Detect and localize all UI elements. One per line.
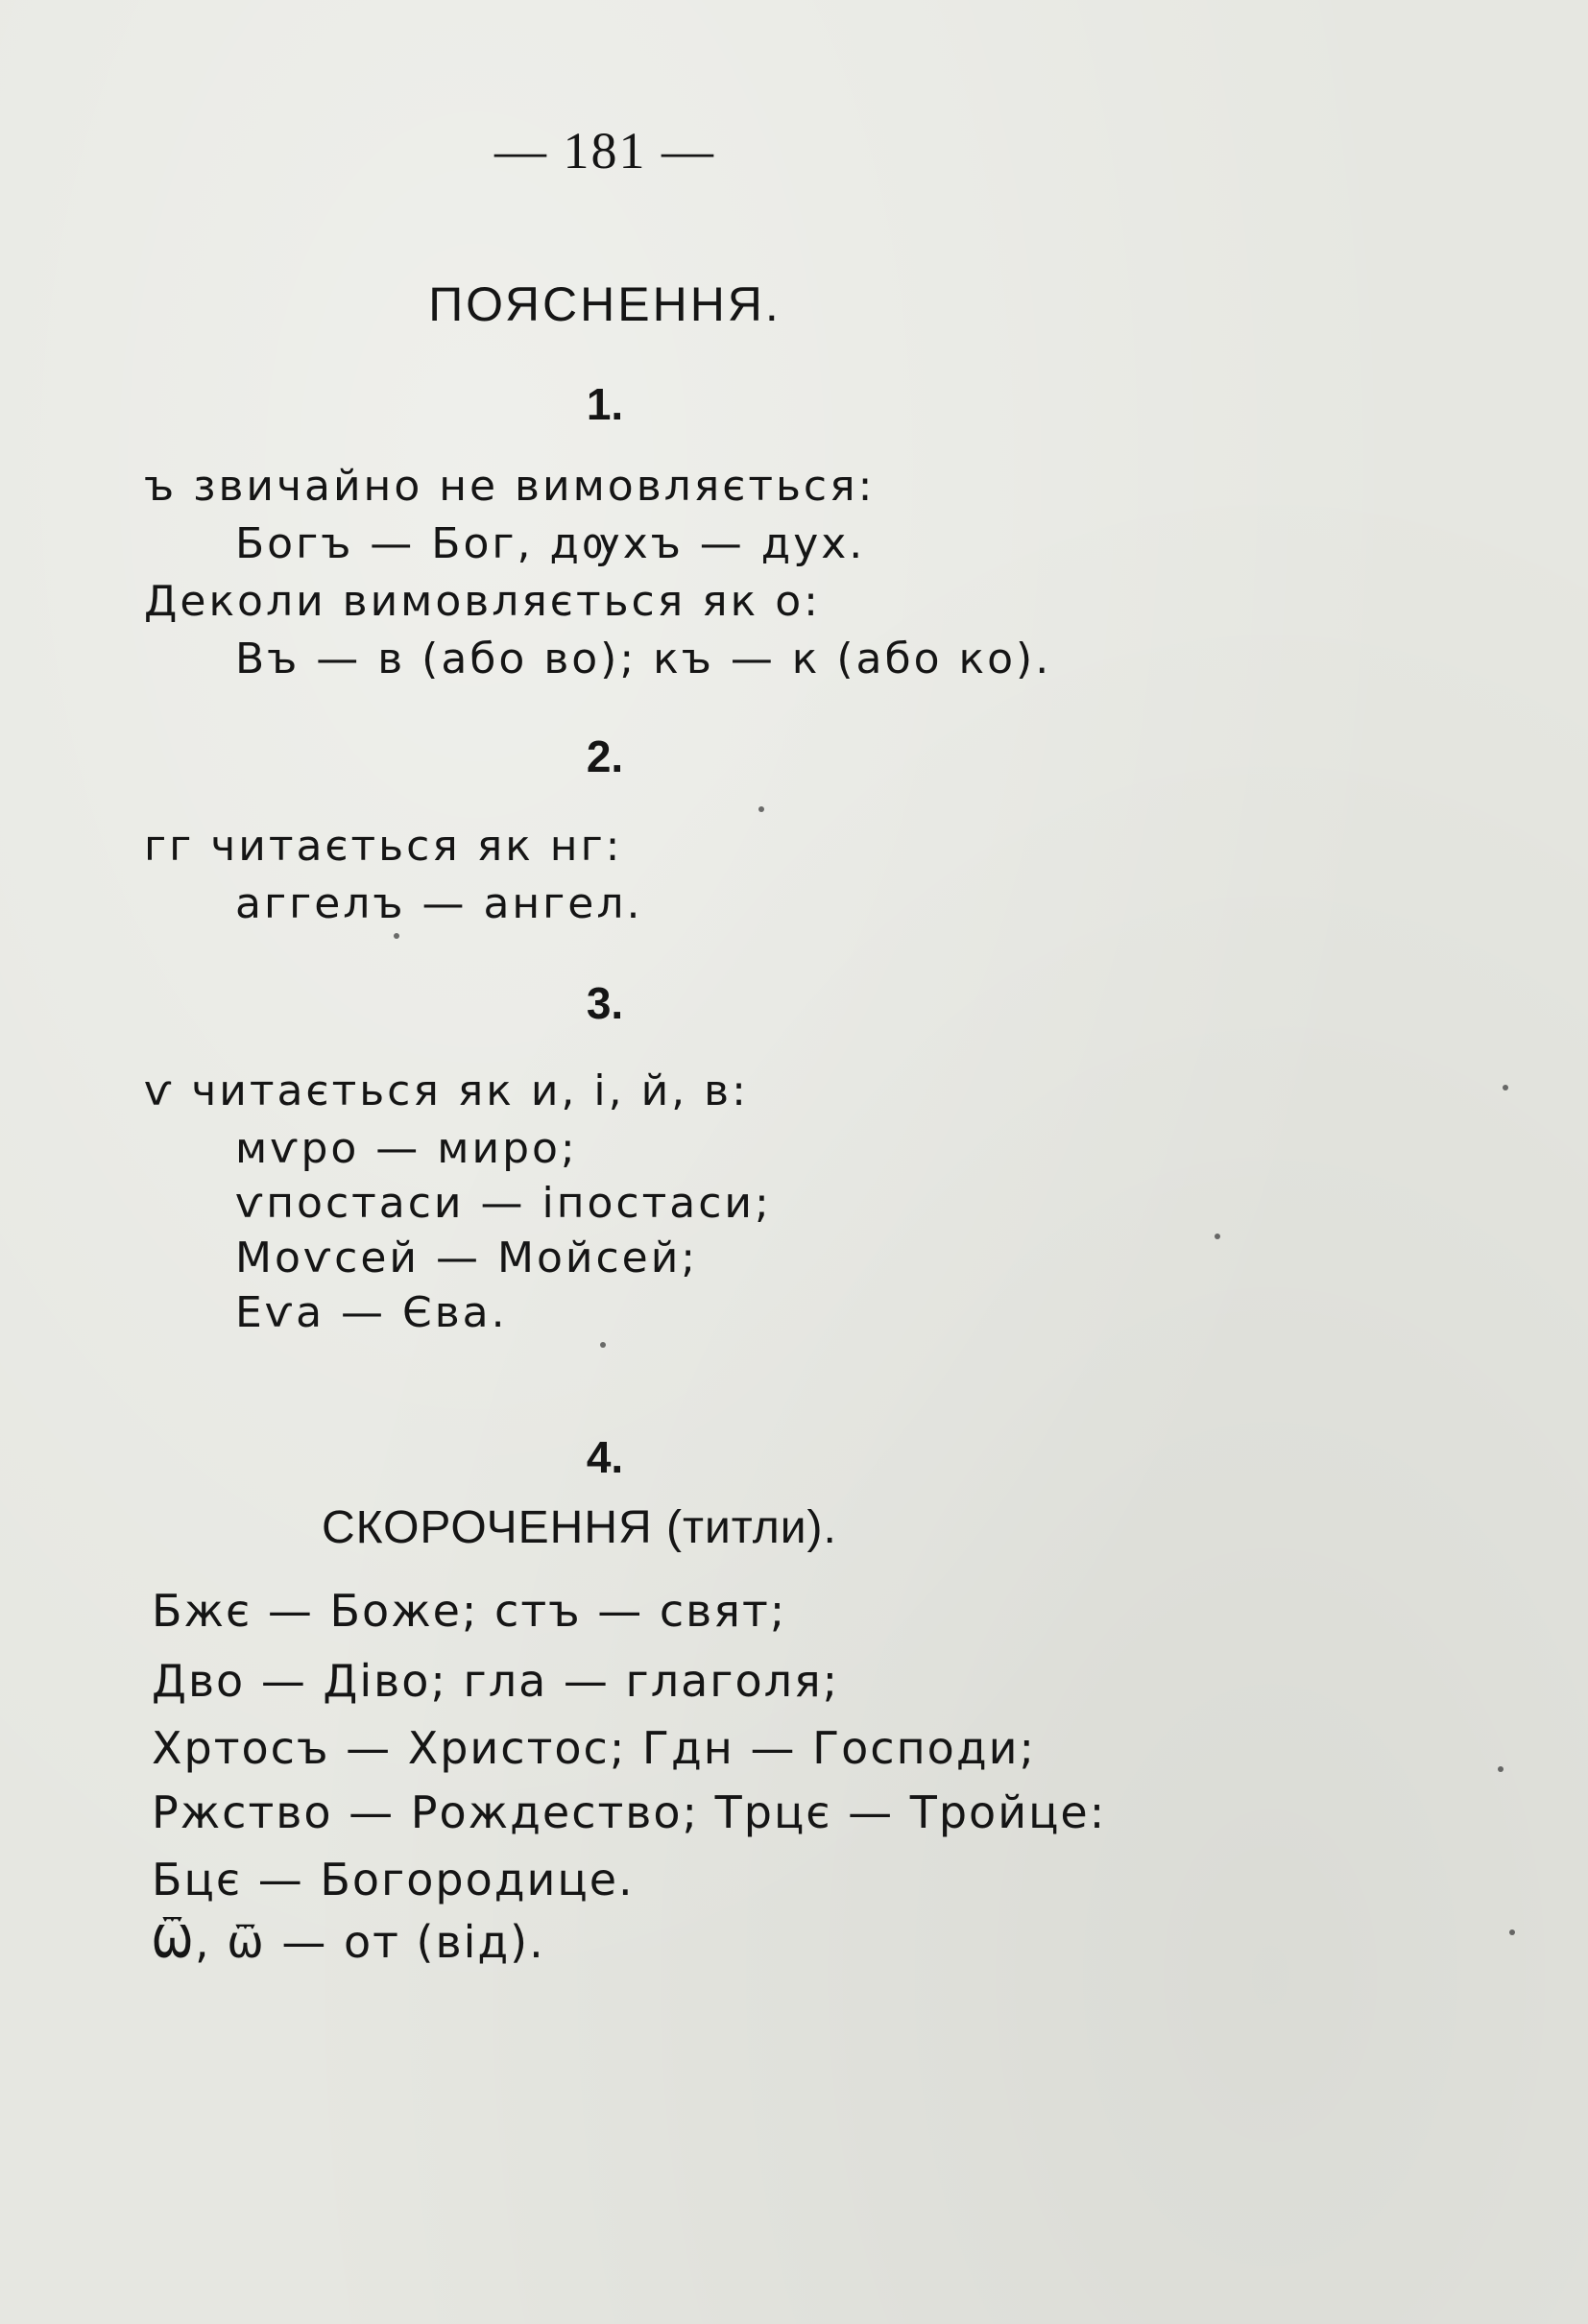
section-1-line-1: ъ звичайно не вимовляється: bbox=[144, 462, 876, 511]
paper-speck bbox=[758, 806, 764, 812]
section-3-line-3: ѵпостаси — іпостаси; bbox=[235, 1179, 772, 1228]
section-1-line-4: Въ — в (або во); къ — к (або ко). bbox=[235, 635, 1052, 683]
paper-speck bbox=[1503, 1085, 1508, 1090]
abbreviation-line-1: Бжє — Боже; стъ — свят; bbox=[152, 1585, 787, 1637]
section-2-line-2: аггелъ — ангел. bbox=[235, 879, 643, 928]
section-2-line-1: гг читається як нг: bbox=[144, 822, 623, 871]
section-3-line-1: ѵ читається як и, і, й, в: bbox=[144, 1066, 749, 1115]
abbreviation-line-3: Хртосъ — Христос; Гдн — Господи; bbox=[152, 1722, 1037, 1774]
abbreviation-line-2: Дво — Діво; гла — глаголя; bbox=[152, 1655, 840, 1707]
section-3-line-4: Моѵсей — Мойсей; bbox=[235, 1234, 699, 1282]
abbreviation-line-4: Ржство — Рождество; Трцє — Тройце: bbox=[152, 1786, 1107, 1838]
page-title: ПОЯСНЕННЯ. bbox=[428, 277, 782, 331]
paper-speck bbox=[394, 933, 399, 939]
paper-speck bbox=[1509, 1929, 1515, 1935]
section-number-4: 4. bbox=[586, 1432, 624, 1482]
section-4-subtitle: СКОРОЧЕННЯ (титли). bbox=[322, 1502, 837, 1553]
paper-speck bbox=[600, 1342, 606, 1348]
section-number-1: 1. bbox=[586, 379, 624, 429]
section-1-line-3: Деколи вимовляється як о: bbox=[144, 577, 821, 626]
abbreviation-line-6: Ѿ, ѿ — от (від). bbox=[152, 1916, 545, 1968]
section-number-3: 3. bbox=[586, 978, 624, 1028]
paper-speck bbox=[1498, 1766, 1504, 1772]
section-3-line-5: Еѵа — Єва. bbox=[235, 1288, 508, 1337]
section-3-line-2: мѵро — миро; bbox=[235, 1124, 578, 1173]
section-number-2: 2. bbox=[586, 731, 624, 781]
abbreviation-line-5: Бцє — Богородице. bbox=[152, 1854, 635, 1905]
paper-speck bbox=[1215, 1234, 1220, 1239]
page-number: — 181 — bbox=[494, 122, 715, 180]
section-1-line-2: Богъ — Бог, дѹхъ — дух. bbox=[235, 519, 866, 568]
